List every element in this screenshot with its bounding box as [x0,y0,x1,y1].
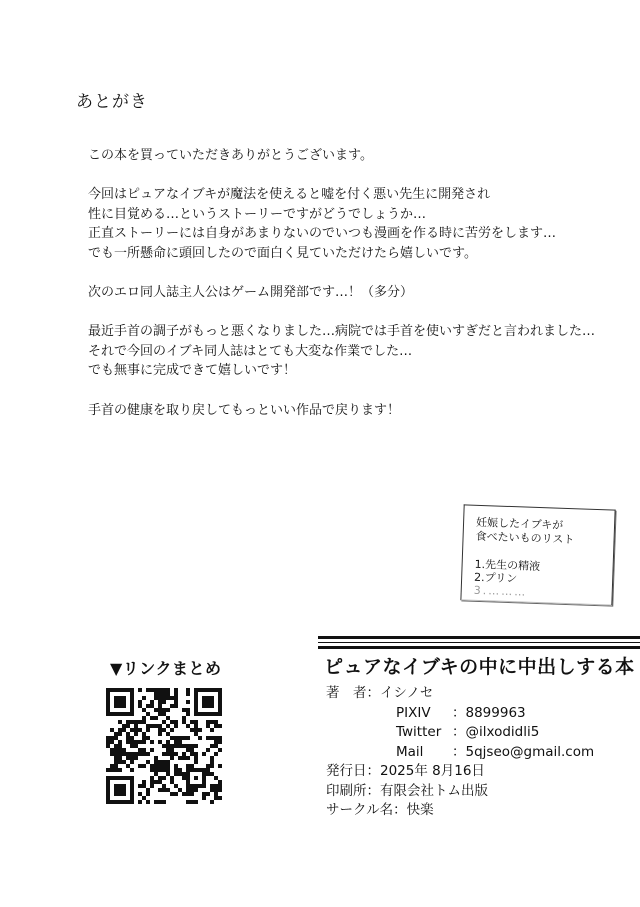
twitter-row [326,723,540,743]
circle-row [326,801,488,821]
mail-row [326,743,595,763]
note-item-3: 3.……… [473,583,528,599]
colophon-rule-bottom [318,646,640,649]
colophon-rule-top [318,636,640,639]
afterword-line: でも無事に完成できて嬉しいです！ [88,363,297,379]
afterword-line: 今回はピュアなイブキが魔法を使えると嘘を付く悪い先生に開発され [88,187,491,203]
afterword-heading: あとがき [76,92,148,112]
book-title: ピュアなイブキの中に中出しする本 [324,656,635,678]
note-item-2: 2.プリン [473,570,518,586]
colophon-rule-mid [318,642,640,643]
afterword-line: 性に目覚める…というストーリーですがどうでしょうか… [88,206,427,222]
afterword-line: 手首の健康を取り戻してもっといい作品で戻ります！ [88,402,401,418]
author-label: 著 者： [326,685,380,701]
afterword-body [88,146,595,420]
issue-date: 2025年 8月16日 [380,763,485,779]
author-name: イシノセ [380,685,434,701]
author-row [326,684,488,704]
twitter-handle: ：@ilxodidli5 [452,724,540,740]
qr-code[interactable] [106,688,222,804]
afterword-line: この本を買っていただきありがとうございます。 [88,148,373,163]
afterword-line: 次のエロ同人誌主人公はゲーム開発部です…！（多分） [88,285,414,301]
twitter-label: Twitter [396,724,442,740]
afterword-line: 最近手首の調子がもっと悪くなりました…病院では手首を使いすぎだと言われました… [88,324,596,340]
links-heading: ▼リンクまとめ [110,659,222,678]
afterword-paragraph [88,322,595,380]
afterword-paragraph [88,283,595,302]
pixiv-row [326,704,526,724]
note-item-1: 1.先生の精液 [474,557,541,574]
printer-label: 印刷所： [326,782,380,799]
circle-label: サークル名： [326,802,407,818]
afterword-paragraph [88,401,595,420]
circle-name: 快楽 [406,802,434,818]
printer-name: 有限会社トム出版 [380,782,488,799]
note-title-line1: 妊娠したイブキが [475,515,564,532]
wish-list-note [460,504,615,605]
afterword-line: 正直ストーリーには自身があまりないのでいつも漫画を作る時に苦労をします… [88,226,557,242]
afterword-paragraph [88,185,595,263]
afterword-line: でも一所懸命に頭回したので面白く見ていただけたら嬉しいです。 [88,245,477,261]
pixiv-label: PIXIV [396,704,431,721]
afterword-paragraph [88,146,595,165]
colophon [326,684,595,821]
issue-date-label: 発行日： [326,763,380,779]
mail-label: Mail [396,743,424,760]
printer-row [326,782,488,802]
issue-date-row [326,762,488,782]
mail-address: ：5qjseo@gmail.com [452,743,595,760]
afterword-line: それで今回のイブキ同人誌はとても大変な作業でした… [88,343,413,359]
note-title-line2: 食べたいものリスト [475,529,575,547]
pixiv-id: ：8899963 [452,704,526,721]
